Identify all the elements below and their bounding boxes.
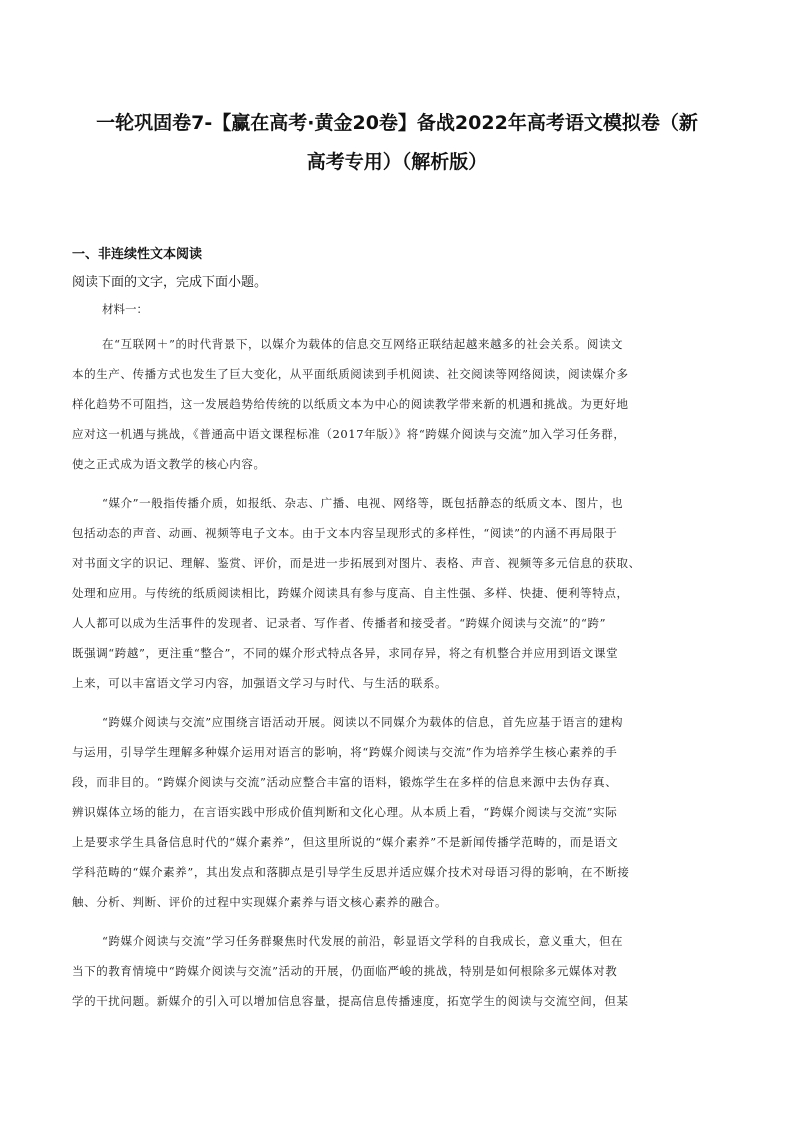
text-line: 辨识媒体立场的能力，在言语实践中形成价值判断和文化心理。从本质上看，“跨媒介阅读与交流”实际 — [72, 805, 618, 819]
text-line: 人人都可以成为生活事件的发现者、记录者、写作者、传播者和接受者。“跨媒介阅读与交流”的“跨” — [72, 616, 607, 630]
document-title-line-1: 一轮巩固卷7-【赢在高考·黄金20卷】备战2022年高考语文模拟卷（新 — [96, 112, 698, 134]
text-line: “媒介”一般指传播介质，如报纸、杂志、广播、电视、网络等，既包括静态的纸质文本、图片，也 — [102, 496, 624, 510]
text-line: 当下的教育情境中“跨媒介阅读与交流”活动的开展，仍面临严峻的挑战，特别是如何根除多元媒体对教 — [72, 964, 618, 978]
text-line: 触、分析、判断、评价的过程中实现媒介素养与语文核心素养的融合。 — [72, 895, 448, 909]
text-line: 既强调“跨越”，更注重“整合”，不同的媒介形式特点各异，求同存异，将之有机整合并应用到语文课堂 — [72, 646, 619, 660]
text-line: 应对这一机遇与挑战，《普通高中语文课程标准（2017年版）》将“跨媒介阅读与交流”加入学习任务群， — [72, 427, 626, 441]
text-line: 对书面文字的识记、理解、鉴赏、评价，而是进一步拓展到对图片、表格、声音、视频等多元信息的获取、 — [72, 556, 641, 570]
text-line: 上来，可以丰富语文学习内容，加强语文学习与时代、与生活的联系。 — [72, 676, 448, 690]
text-line: 本的生产、传播方式也发生了巨大变化，从平面纸质阅读到手机阅读、社交阅读等网络阅读，阅读媒介多 — [72, 367, 629, 381]
material-label: 材料一： — [102, 302, 148, 316]
section-heading: 一、非连续性文本阅读 — [72, 247, 203, 262]
text-line: 使之正式成为语文教学的核心内容。 — [72, 457, 266, 471]
text-line: 样化趋势不可阻挡，这一发展趋势给传统的以纸质文本为中心的阅读教学带来新的机遇和挑战。为更好地 — [72, 397, 629, 411]
text-line: “跨媒介阅读与交流”学习任务群聚焦时代发展的前沿，彰显语文学科的自我成长，意义重大，但在 — [102, 934, 624, 948]
text-line: 包括动态的声音、动画、视频等电子文本。由于文本内容呈现形式的多样性，“阅读”的内涵不再局限于 — [72, 526, 618, 540]
text-line: 处理和应用。与传统的纸质阅读相比，跨媒介阅读具有参与度高、自主性强、多样、快捷、便利等特点， — [72, 586, 629, 600]
reading-instruction: 阅读下面的文字，完成下面小题。 — [72, 275, 268, 290]
text-line: 学的干扰问题。新媒介的引入可以增加信息容量，提高信息传播速度，拓宽学生的阅读与交流空间，但某 — [72, 994, 629, 1008]
text-line: 学科范畴的“媒介素养”，其出发点和落脚点是引导学生反思并适应媒介技术对母语习得的影响，在不断接 — [72, 865, 630, 879]
text-line: 段，而非目的。“跨媒介阅读与交流”活动应整合丰富的语料，锻炼学生在多样的信息来源中去伪存真、 — [72, 775, 618, 789]
text-line: 上是要求学生具备信息时代的“媒介素养”，但这里所说的“媒介素养”不是新闻传播学范畴的，而是语文 — [72, 835, 619, 849]
text-line: 与运用，引导学生理解多种媒介运用对语言的影响，将“跨媒介阅读与交流”作为培养学生核心素养的手 — [72, 745, 618, 759]
text-line: “跨媒介阅读与交流”应围绕言语活动开展。阅读以不同媒介为载体的信息，首先应基于语言的建构 — [102, 715, 624, 729]
document-title-line-2: 高考专用）（解析版） — [306, 151, 488, 173]
text-line: 在“互联网＋”的时代背景下，以媒介为载体的信息交互网络正联结起越来越多的社会关系。阅读文 — [102, 337, 624, 351]
